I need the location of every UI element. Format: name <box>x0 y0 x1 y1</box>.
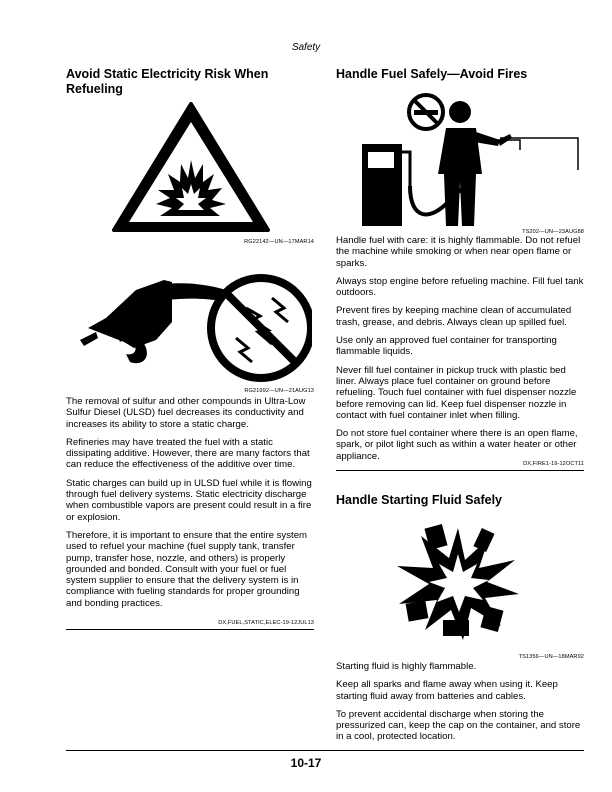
heading-fuel-safely <box>336 67 584 82</box>
paragraph: Use only an approved fuel container for transporting flammable liquids. <box>336 335 557 358</box>
paragraph: Refineries may have treated the fuel with a static dissipating additive. However, there are many factors that can reduce the effectiveness of the additive over time. <box>66 436 310 471</box>
fuel-safety-body <box>336 235 584 469</box>
paragraph: Static charges can build up in ULSD fuel while it is flowing through fuel delivery systems. Static electricity discharge when combustible vapors are present could result in a fire or explosion. <box>66 477 312 523</box>
page-number: 10-17 <box>290 756 322 770</box>
paragraph: Never fill fuel container in pickup truck with plastic bed liner. Always place fuel container on ground before refueling. Touch fuel container with fuel dispenser nozzle before removing can lid. Keep fuel dispenser nozzle in contact with fuel container inlet when filling. <box>336 364 577 421</box>
footer-rule <box>66 750 584 751</box>
paragraph: To prevent accidental discharge when storing the pressurized can, keep the cap on the container, and store in a cool, protected location. <box>336 708 581 743</box>
refueling-no-smoking-icon <box>360 90 580 228</box>
paragraph: The removal of sulfur and other compounds in Ultra-Low Sulfur Diesel (ULSD) fuel decreases its conductivity and increases its ability to store a static charge. <box>66 396 306 430</box>
paragraph: Therefore, it is important to ensure that the entire system used to refuel your machine (fuel supply tank, transfer pump, transfer hose, nozzle, and others) is properly grounded and bonded. Consult with your fuel or fuel system supplier to ensure that the delivery system is in compliance with fueling standards for proper grounding and bonding practices. <box>66 529 308 609</box>
section-heading: Avoid Static Electricity Risk When Refueling <box>66 67 269 96</box>
starting-fluid-body <box>336 661 584 750</box>
section-divider <box>336 470 584 471</box>
heading-static-electricity <box>66 67 314 97</box>
explosion-warning-icon <box>110 100 272 236</box>
paragraph: Always stop engine before refueling machine. Fill fuel tank outdoors. <box>336 275 584 299</box>
figure-code: RG21992—UN—21AUG13 <box>244 388 314 394</box>
heading-starting-fluid <box>336 493 584 508</box>
figure-code: TS202—UN—23AUG88 <box>522 229 584 235</box>
reference-code: DX,FIRE1-19-12OCT11 <box>523 461 584 467</box>
static-electricity-body <box>66 396 314 616</box>
section-heading: Handle Fuel Safely—Avoid Fires <box>336 67 528 81</box>
section-divider <box>66 629 314 630</box>
reference-code: DX,FUEL,STATIC,ELEC-19-12JUL13 <box>218 620 314 626</box>
running-header: Safety <box>291 42 321 53</box>
paragraph: Starting fluid is highly flammable. <box>336 661 477 672</box>
section-heading: Handle Starting Fluid Safely <box>336 493 502 507</box>
figure-code: TS1356—UN—18MAR92 <box>518 654 584 660</box>
starting-fluid-explosion-icon <box>393 520 523 646</box>
paragraph: Handle fuel with care: it is highly flammable. Do not refuel the machine while smoking or when near open flame or sparks. <box>336 235 581 269</box>
paragraph: Do not store fuel container where there is an open flame, spark, or pilot light such as within a water heater or other appliance. <box>336 428 578 462</box>
paragraph: Keep all sparks and flame away when using it. Keep starting fluid away from batteries and cables. <box>336 679 558 702</box>
figure-code: RG22142—UN—17MAR14 <box>244 239 314 245</box>
paragraph: Prevent fires by keeping machine clean of accumulated trash, grease, and debris. Always clean up spilled fuel. <box>336 305 572 328</box>
fuel-nozzle-no-static-icon <box>76 268 312 386</box>
